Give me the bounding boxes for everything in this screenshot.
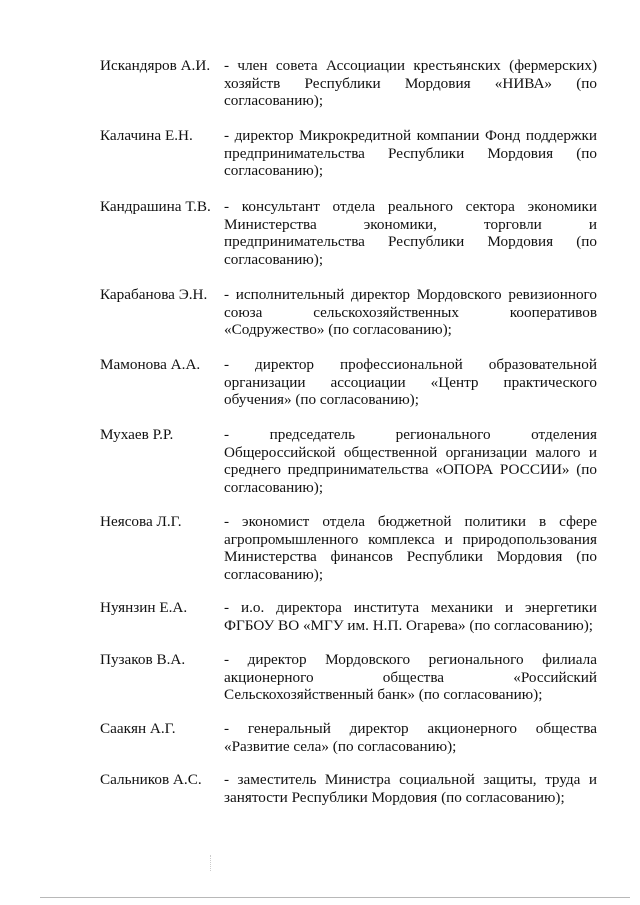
member-description: - генеральный директор акционерного общества «Развитие села» (по согласованию); — [224, 720, 597, 755]
member-description: - исполнительный директор Мордовского ревизионного союза сельскохозяйственных кооперативов «Содружество» (по согласованию); — [224, 286, 597, 338]
member-description: - заместитель Министра социальной защиты, труда и занятости Республики Мордовия (по согласованию); — [224, 771, 597, 806]
member-name: Искандяров А.И. — [100, 57, 211, 74]
member-name: Пузаков В.А. — [100, 651, 186, 668]
member-description: - член совета Ассоциации крестьянских (фермерских) хозяйств Республики Мордовия «НИВА» (по согласованию); — [224, 57, 597, 109]
member-description: - директор профессиональной образовательной организации ассоциации «Центр практического обучения» (по согласованию); — [224, 356, 597, 408]
member-description: - и.о. директора института механики и энергетики ФГБОУ ВО «МГУ им. Н.П. Огарева» (по согласованию); — [224, 599, 597, 634]
member-name: Неясова Л.Г. — [100, 513, 182, 530]
member-description: - директор Мордовского регионального филиала акционерного общества «Российский Сельскохозяйственный банк» (по согласованию); — [224, 651, 597, 703]
member-name: Сальников А.С. — [100, 771, 202, 788]
member-name: Саакян А.Г. — [100, 720, 176, 737]
scan-artifact — [210, 855, 212, 871]
member-name: Калачина Е.Н. — [100, 127, 193, 144]
member-name: Мухаев Р.Р. — [100, 426, 174, 443]
member-description: - экономист отдела бюджетной политики в сфере агропромышленного комплекса и природопользования Министерства финансов Республики Мордовия (по согласованию); — [224, 513, 597, 583]
member-description: - консультант отдела реального сектора экономики Министерства экономики, торговли и предпринимательства Республики Мордовия (по согласованию); — [224, 198, 597, 268]
page-bottom-divider — [40, 897, 630, 898]
member-name: Мамонова А.А. — [100, 356, 201, 373]
member-description: - директор Микрокредитной компании Фонд поддержки предпринимательства Республики Мордовия (по согласованию); — [224, 127, 597, 179]
member-name: Карабанова Э.Н. — [100, 286, 208, 303]
member-name: Нуянзин Е.А. — [100, 599, 188, 616]
member-name: Кандрашина Т.В. — [100, 198, 211, 215]
member-description: - председатель регионального отделения Общероссийской общественной организации малого и среднего предпринимательства «ОПОРА РОССИИ» (по согласованию); — [224, 426, 597, 496]
